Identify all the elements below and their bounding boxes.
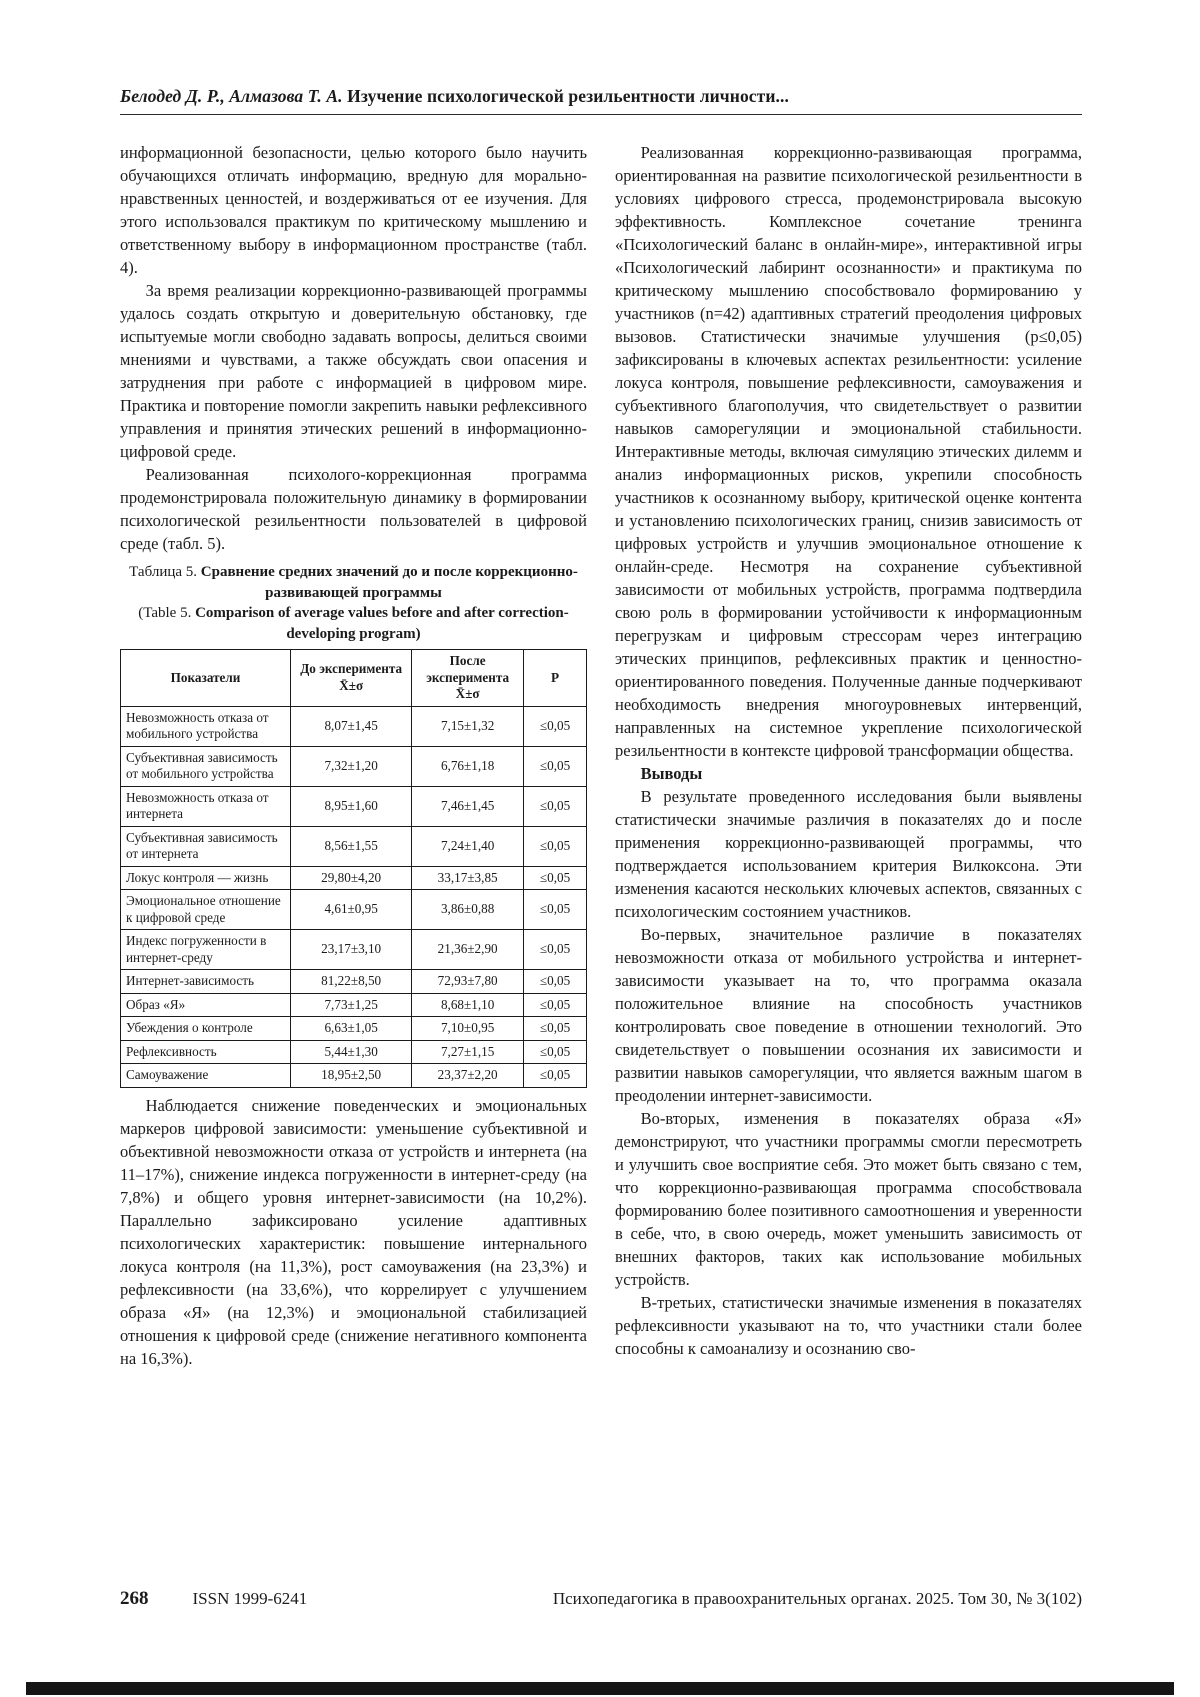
indicator-cell: Индекс погруженности в интернет-среду xyxy=(121,930,291,970)
indicator-cell: Самоуважение xyxy=(121,1064,291,1088)
col-header-indicator: Показатели xyxy=(121,650,291,707)
table-row xyxy=(121,970,587,994)
col-header-before: До эксперимента X̄±σ xyxy=(291,650,412,707)
paragraph: Реализованная коррекционно-развивающая программа, ориентированная на развитие психологической резильентности в условиях цифрового стресса, продемонстрировала высокую эффективность. Комплексное сочетание тренинга «Психологический баланс в онлайн-мире», интерактивной игры «Психологический лабиринт осознанности» и практикума по критическому мышлению способствовало формированию у участников (n=42) адаптивных стратегий преодоления цифровых вызовов. Статистически значимые улучшения (p≤0,05) зафиксированы в ключевых аспектах резильентности: усиление локуса контроля, повышение рефлексивности, самоуважения и субъективного благополучия, что свидетельствует о развитии навыков саморегуляции и эмоциональной стабильности. Интерактивные методы, включая симуляцию этических дилемм и анализ информационных рисков, укрепили способность участников к осознанному выбору, критической оценке контента и установлению психологических границ, снизив зависимость от цифровых устройств и улучшив эмоциональное отношение к онлайн-среде. Несмотря на сохранение субъективной зависимости от мобильных устройств, программа подтвердила свою роль в формировании устойчивости к информационным перегрузкам и цифровым стрессорам через интеграцию этических принципов, рефлексивных практик и ценностно-ориентированного поведения. Полученные данные подчеркивают необходимость внедрения многоуровневых интервенций, направленных на системное укрепление психологической резильентности в контексте цифровой трансформации общества. xyxy=(615,143,1082,760)
p-cell: ≤0,05 xyxy=(524,866,587,890)
table-caption xyxy=(126,562,581,644)
table-row xyxy=(121,993,587,1017)
table-caption-en-title: Comparison of average values before and after correction-developing program) xyxy=(195,605,569,642)
table-row xyxy=(121,1040,587,1064)
paragraph: В-третьих, статистически значимые изменения в показателях рефлексивности указывают на то, что участники стали более способны к самоанализу и осознанию сво- xyxy=(615,1293,1082,1358)
after-cell: 8,68±1,10 xyxy=(412,993,524,1017)
p-cell: ≤0,05 xyxy=(524,786,587,826)
indicator-cell: Образ «Я» xyxy=(121,993,291,1017)
indicator-cell: Невозможность отказа от мобильного устройства xyxy=(121,706,291,746)
after-cell: 7,10±0,95 xyxy=(412,1017,524,1041)
paragraph: Во-первых, значительное различие в показателях невозможности отказа от мобильного устройства и интернет-зависимости указывает на то, что программа оказала положительное влияние на способность участников контролировать свое поведение в отношении технологий. Это свидетельствует о повышении осознания их зависимости и развитии навыков саморегуляции, что является важным шагом в преодолении интернет-зависимости. xyxy=(615,925,1082,1105)
before-cell: 23,17±3,10 xyxy=(291,930,412,970)
p-cell: ≤0,05 xyxy=(524,1017,587,1041)
p-cell: ≤0,05 xyxy=(524,930,587,970)
table-row xyxy=(121,930,587,970)
after-cell: 7,46±1,45 xyxy=(412,786,524,826)
paragraph: За время реализации коррекционно-развивающей программы удалось создать открытую и доверительную обстановку, где испытуемые могли свободно задавать вопросы, делиться своими мнениями и чувствами, а также обсуждать свои опасения и затруднения при работе с информацией в цифровом мире. Практика и повторение помогли закрепить навыки рефлексивного управления и принятия этических решений в информационно-цифровой среде. xyxy=(120,281,587,461)
table-header-row xyxy=(121,650,587,707)
table-row xyxy=(121,1017,587,1041)
after-cell: 72,93±7,80 xyxy=(412,970,524,994)
indicator-cell: Интернет-зависимость xyxy=(121,970,291,994)
table-row xyxy=(121,746,587,786)
left-column xyxy=(120,141,587,1370)
before-cell: 6,63±1,05 xyxy=(291,1017,412,1041)
table-row xyxy=(121,890,587,930)
paragraph: В результате проведенного исследования были выявлены статистически значимые различия в показателях до и после применения коррекционно-развивающей программы, что подтверждается использованием критерия Вилкоксона. Эти изменения касаются нескольких ключевых аспектов, связанных с психологическим состоянием участников. xyxy=(615,787,1082,921)
p-cell: ≤0,05 xyxy=(524,993,587,1017)
table-caption-ru-title: Сравнение средних значений до и после коррекционно-развивающей программы xyxy=(200,564,578,601)
page-footer xyxy=(120,1588,1082,1610)
indicator-cell: Рефлексивность xyxy=(121,1040,291,1064)
p-cell: ≤0,05 xyxy=(524,1040,587,1064)
comparison-table xyxy=(120,649,587,1088)
conclusions-heading: Выводы xyxy=(640,764,703,783)
indicator-cell: Субъективная зависимость от мобильного устройства xyxy=(121,746,291,786)
after-cell: 21,36±2,90 xyxy=(412,930,524,970)
p-cell: ≤0,05 xyxy=(524,1064,587,1088)
indicator-cell: Эмоциональное отношение к цифровой среде xyxy=(121,890,291,930)
after-cell: 6,76±1,18 xyxy=(412,746,524,786)
before-cell: 29,80±4,20 xyxy=(291,866,412,890)
before-cell: 8,56±1,55 xyxy=(291,826,412,866)
before-cell: 4,61±0,95 xyxy=(291,890,412,930)
indicator-cell: Невозможность отказа от интернета xyxy=(121,786,291,826)
before-cell: 8,95±1,60 xyxy=(291,786,412,826)
p-cell: ≤0,05 xyxy=(524,706,587,746)
running-header-title: Изучение психологической резильентности личности... xyxy=(347,86,789,106)
before-cell: 18,95±2,50 xyxy=(291,1064,412,1088)
article-body xyxy=(120,141,1082,1370)
running-header xyxy=(120,86,1082,107)
paragraph: Наблюдается снижение поведенческих и эмоциональных маркеров цифровой зависимости: уменьшение субъективной и объективной невозможности отказа от устройств и интернета (на 11–17%), снижение индекса погруженности в интернет-среду (на 7,8%) и общего уровня интернет-зависимости (на 10,2%). Параллельно зафиксировано усиление адаптивных психологических характеристик: повышение интернального локуса контроля (на 11,3%), рост самоуважения (на 23,3%) и рефлексивности (на 33,6%), что коррелирует с улучшением образа «Я» (на 12,3%) и эмоциональной стабилизацией отношения к цифровой среде (снижение негативного компонента на 16,3%). xyxy=(120,1095,587,1368)
page-number: 268 xyxy=(120,1588,149,1609)
issn-label: ISSN 1999-6241 xyxy=(192,1589,308,1608)
journal-citation: Психопедагогика в правоохранительных органах. 2025. Том 30, № 3(102) xyxy=(552,1589,1082,1608)
after-cell: 3,86±0,88 xyxy=(412,890,524,930)
p-cell: ≤0,05 xyxy=(524,746,587,786)
paragraph: информационной безопасности, целью которого было научить обучающихся отличать информацию, вредную для морально-нравственных ценностей, и воздерживаться от ее изучения. Для этого использовался практикум по критическому мышлению и ответственному выбору в информационном пространстве (табл. 4). xyxy=(120,143,587,277)
after-cell: 23,37±2,20 xyxy=(412,1064,524,1088)
indicator-cell: Локус контроля — жизнь xyxy=(121,866,291,890)
table-row xyxy=(121,786,587,826)
before-cell: 7,73±1,25 xyxy=(291,993,412,1017)
col-header-after: После эксперимента X̄±σ xyxy=(412,650,524,707)
indicator-cell: Субъективная зависимость от интернета xyxy=(121,826,291,866)
before-cell: 81,22±8,50 xyxy=(291,970,412,994)
table-caption-en-label: (Table 5. xyxy=(138,605,192,621)
col-header-p: Р xyxy=(524,650,587,707)
after-cell: 7,24±1,40 xyxy=(412,826,524,866)
header-rule xyxy=(120,114,1082,115)
p-cell: ≤0,05 xyxy=(524,970,587,994)
right-column xyxy=(615,141,1082,1370)
paragraph: Реализованная психолого-коррекционная программа продемонстрировала положительную динамику в формировании психологической резильентности пользователей в цифровой среде (табл. 5). xyxy=(120,465,587,553)
table-caption-ru-label: Таблица 5. xyxy=(129,564,198,580)
indicator-cell: Убеждения о контроле xyxy=(121,1017,291,1041)
table-row xyxy=(121,1064,587,1088)
table-row xyxy=(121,826,587,866)
table-body xyxy=(121,706,587,1087)
table-row xyxy=(121,866,587,890)
before-cell: 8,07±1,45 xyxy=(291,706,412,746)
p-cell: ≤0,05 xyxy=(524,890,587,930)
p-cell: ≤0,05 xyxy=(524,826,587,866)
after-cell: 33,17±3,85 xyxy=(412,866,524,890)
before-cell: 7,32±1,20 xyxy=(291,746,412,786)
page-bottom-band xyxy=(26,1682,1174,1695)
running-header-authors: Белодед Д. Р., Алмазова Т. А. xyxy=(120,86,343,106)
after-cell: 7,27±1,15 xyxy=(412,1040,524,1064)
table-row xyxy=(121,706,587,746)
before-cell: 5,44±1,30 xyxy=(291,1040,412,1064)
paragraph: Во-вторых, изменения в показателях образа «Я» демонстрируют, что участники программы смогли пересмотреть и улучшить свое восприятие себя. Это может быть связано с тем, что коррекционно-развивающая программа способствовала формированию более позитивного самоотношения и уверенности в себе, что, в свою очередь, может уменьшить зависимость от внешних факторов, таких как использование мобильных устройств. xyxy=(615,1109,1082,1289)
after-cell: 7,15±1,32 xyxy=(412,706,524,746)
